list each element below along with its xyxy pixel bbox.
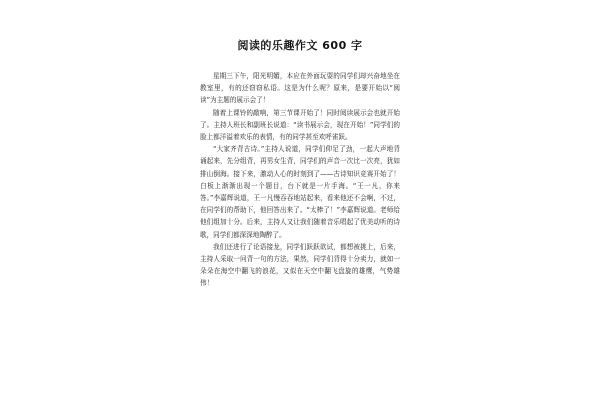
paragraph-4: 我们还进行了论语接龙，同学们跃跃欲试，都想被挑上，后来，主持人采取一问背一句的方法，果然，同学们背得十分卖力，就如一朵朵在海空中翻飞的浪花，又似在天空中翻飞盘旋的雄鹰，气势雄伟！: [200, 242, 400, 288]
essay-title: 阅读的乐趣作文 600 字: [237, 39, 363, 52]
paragraph-2: 随着上课铃的敲响，第三节课开始了！同时阅读展示会也就开始了。主持人班长和副班长说道：“读书展示会，现在开始！”同学们的脸上都洋溢着欢乐的表情，有的同学甚至欢呼雀跃。: [200, 108, 400, 142]
paragraph-3: “大家齐背古诗。”主持人说道，同学们仰足了劲，一起大声地背诵起来，先分组背，再男女生背，同学们的声音一次比一次亮，犹如排山倒海。接下来，激动人心的时刻到了——古诗知识竞赛开始了！白板上渐渐出现一个题目，台下就是一片手海。“王一凡，你来答。”李嘉辉说道，王一凡慢吞吞地站起来，看来他还不会啊，不过，在同学们的帮助下，他回答出来了。“太棒了！”李嘉辉说道。老师给他们组加十分。后来，主持人又让我们随着音乐唱起了优美动听的诗歌，同学们都深深地陶醉了。: [200, 145, 400, 239]
essay-body: [200, 70, 400, 290]
paragraph-1: 星期三下午，阳光明媚，本应在外面玩耍的同学们却兴奋地坐在教室里，有的还窃窃私语。这是为什么呢？原来，是要开始以“阅读”为主题的展示会了！: [200, 72, 400, 105]
